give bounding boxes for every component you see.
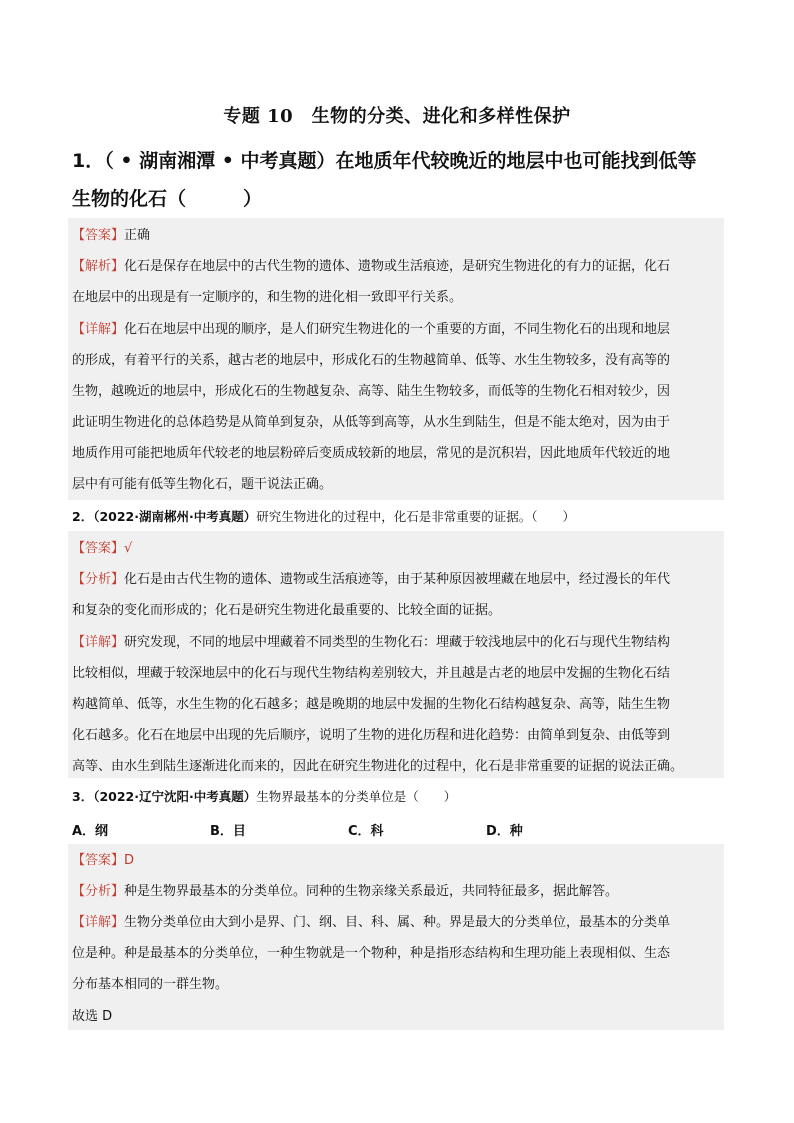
question-3-detail-line: 分布基本相同的一群生物。	[72, 977, 229, 992]
question-1-detail-line: 地质作用可能把地质年代较老的地层粉碎后变质成较新的地层，常见的是沉积岩，因此地质年代较近的地	[72, 446, 671, 461]
option-b: B．目	[210, 824, 246, 839]
question-1-detail-line: 的形成，有着平行的关系，越古老的地层中，形成化石的生物越简单、低等、水生生物较多，没有高等的	[72, 353, 671, 368]
question-1-line-2: 生物的化石（ ）	[72, 188, 263, 210]
option-a: A．纲	[72, 824, 109, 839]
question-2-detail-line: 化石越多。化石在地层中出现的先后顺序，说明了生物的进化历程和进化趋势：由简单到复杂、由低等到	[72, 728, 671, 743]
question-1-line-1: 1．（ • 湖南湘潭 • 中考真题）在地质年代较晚近的地层中也可能找到低等	[72, 150, 697, 172]
question-2-detail: 【详解】研究发现，不同的地层中埋藏着不同类型的生物化石：埋藏于较浅地层中的化石与现代生物结构	[72, 635, 671, 650]
question-1-analysis-line: 在地层中的出现是有一定顺序的，和生物的进化相一致即平行关系。	[72, 290, 463, 305]
question-1-detail-line: 层中有可能有低等生物化石，题干说法正确。	[72, 477, 333, 492]
option-d: D．种	[486, 824, 523, 839]
question-2-detail-line: 高等、由水生到陆生逐渐进化而来的，因此在研究生物进化的过程中，化石是非常重要的证据的说法正确。	[72, 759, 684, 774]
question-3-detail: 【详解】生物分类单位由大到小是界、门、纲、目、科、属、种。界是最大的分类单位，最基本的分类单	[72, 915, 671, 930]
question-3-answer: 【答案】D	[72, 853, 135, 868]
page-title: 专题 10 生物的分类、进化和多样性保护	[223, 106, 571, 127]
question-2-detail-line: 比较相似，埋藏于较深地层中的化石与现代生物结构差别较大，并且越是古老的地层中发掘的生物化石结	[72, 666, 671, 681]
question-1-detail-line: 生物，越晚近的地层中，形成化石的生物越复杂、高等、陆生生物较多，而低等的生物化石相对较少，因	[72, 384, 671, 399]
question-1-analysis: 【解析】化石是保存在地层中的古代生物的遗体、遗物或生活痕迹，是研究生物进化的有力的证据，化石	[72, 259, 671, 274]
question-1-stem	[72, 142, 722, 218]
question-2-stem: 2．（2022·湖南郴州·中考真题）研究生物进化的过程中，化石是非常重要的证据。（ ）	[72, 509, 576, 524]
question-1-detail-line: 此证明生物进化的总体趋势是从简单到复杂，从低等到高等，从水生到陆生，但是不能太绝对，因为由于	[72, 415, 671, 430]
question-2-analysis-line: 和复杂的变化而形成的；化石是研究生物进化最重要的、比较全面的证据。	[72, 603, 502, 618]
question-2-analysis: 【分析】化石是由古代生物的遗体、遗物或生活痕迹等，由于某种原因被埋藏在地层中，经过漫长的年代	[72, 572, 671, 587]
question-2-detail-line: 构越简单、低等，水生生物的化石越多；越是晚期的地层中发掘的生物化石结构越复杂、高等，陆生生物	[72, 697, 671, 712]
question-3-stem: 3．（2022·辽宁沈阳·中考真题）生物界最基本的分类单位是（ ）	[72, 789, 457, 804]
question-3-detail-line: 位是种。种是最基本的分类单位，一种生物就是一个物种，种是指形态结构和生理功能上表现相似、生态	[72, 946, 671, 961]
question-3-conclusion: 故选 D	[72, 1009, 113, 1024]
option-c: C．科	[348, 824, 384, 839]
question-3-analysis: 【分析】种是生物界最基本的分类单位。同种的生物亲缘关系最近，共同特征最多，据此解答。	[72, 884, 619, 899]
question-1-answer: 【答案】正确	[72, 228, 151, 243]
question-2-answer: 【答案】√	[72, 541, 133, 556]
question-3-solution-panel	[68, 844, 724, 1030]
question-1-detail: 【详解】化石在地层中出现的顺序，是人们研究生物进化的一个重要的方面，不同生物化石的出现和地层	[72, 322, 671, 337]
